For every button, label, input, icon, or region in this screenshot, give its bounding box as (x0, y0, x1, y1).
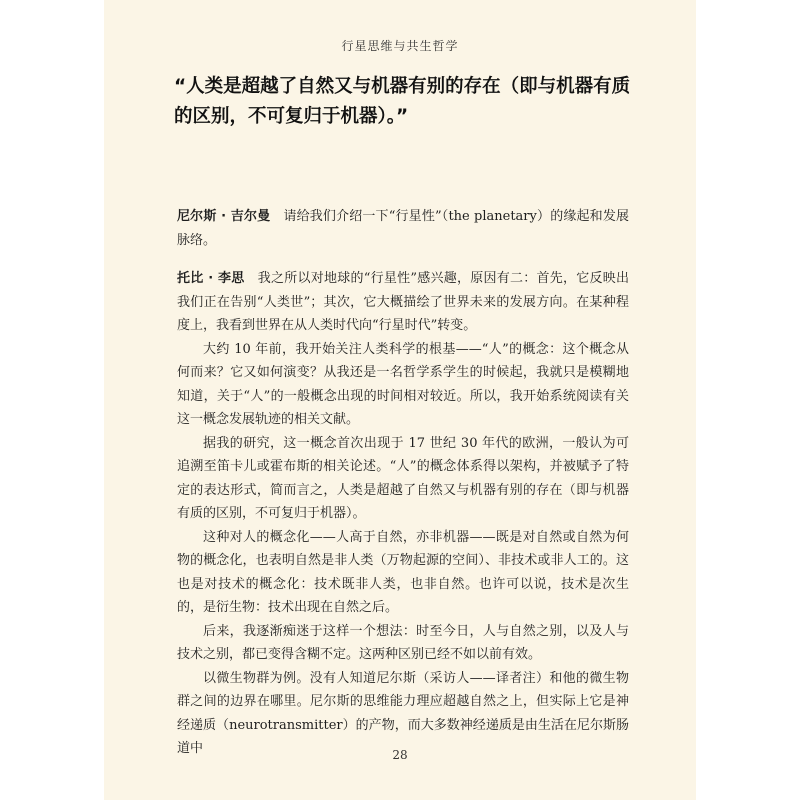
paragraph: 这种对人的概念化——人高于自然，亦非机器——既是对自然或自然为何物的概念化，也表明自然是非人类（万物起源的空间）、非技术或非人工的。这也是对技术的概念化：技术既非人类，也非自然。也许可以说，技术是次生的，是衍生物：技术出现在自然之后。 (177, 529, 629, 615)
answer-text: 我之所以对地球的“行星性”感兴趣，原因有二：首先，它反映出我们正在告别“人类世”；其次，它大概描绘了世界未来的发展方向。在某种程度上，我看到世界在从人类时代向“行星时代”转变。 (177, 271, 629, 333)
paragraph: 据我的研究，这一概念首次出现于 17 世纪 30 年代的欧洲，一般认为可追溯至笛卡儿或霍布斯的相关论述。“人”的概念体系得以架构，并被赋予了特定的表达形式，简而言之，人类是超越了自然又与机器有别的存在（即与机器有质的区别，不可复归于机器）。 (177, 435, 629, 521)
speaker-name: 尼尔斯 · 吉尔曼 (177, 209, 271, 224)
book-page (104, 0, 696, 800)
answer-paragraph (177, 267, 629, 338)
question-text: 请给我们介绍一下“行星性”（the planetary）的缘起和发展脉络。 (177, 209, 629, 248)
paragraph: 后来，我逐渐痴迷于这样一个想法：时至今日，人与自然之别，以及人与技术之别，都已变得含糊不定。这两种区别已经不如以前有效。 (177, 623, 629, 662)
pull-quote: “人类是超越了自然又与机器有别的存在（即与机器有质的区别，不可复归于机器）。” (174, 76, 631, 127)
running-head: 行星思维与共生哲学 (341, 39, 459, 53)
paragraph: 以微生物群为例。没有人知道尼尔斯（采访人——译者注）和他的微生物群之间的边界在哪里。尼尔斯的思维能力理应超越自然之上，但实际上它是神经递质（neurotransmitter）的产物，而大多数神经递质是由生活在尼尔斯肠道中 (177, 670, 629, 756)
body-text (177, 205, 629, 761)
question-paragraph (177, 205, 629, 252)
paragraph: 大约 10 年前，我开始关注人类科学的根基——“人”的概念：这个概念从何而来？它又如何演变？从我还是一名哲学系学生的时候起，我就只是模糊地知道，关于“人”的一般概念出现的时间相对较近。所以，我开始系统阅读有关这一概念发展轨迹的相关文献。 (177, 341, 629, 427)
page-number: 28 (392, 748, 408, 762)
speaker-name: 托比 · 李思 (177, 271, 245, 286)
